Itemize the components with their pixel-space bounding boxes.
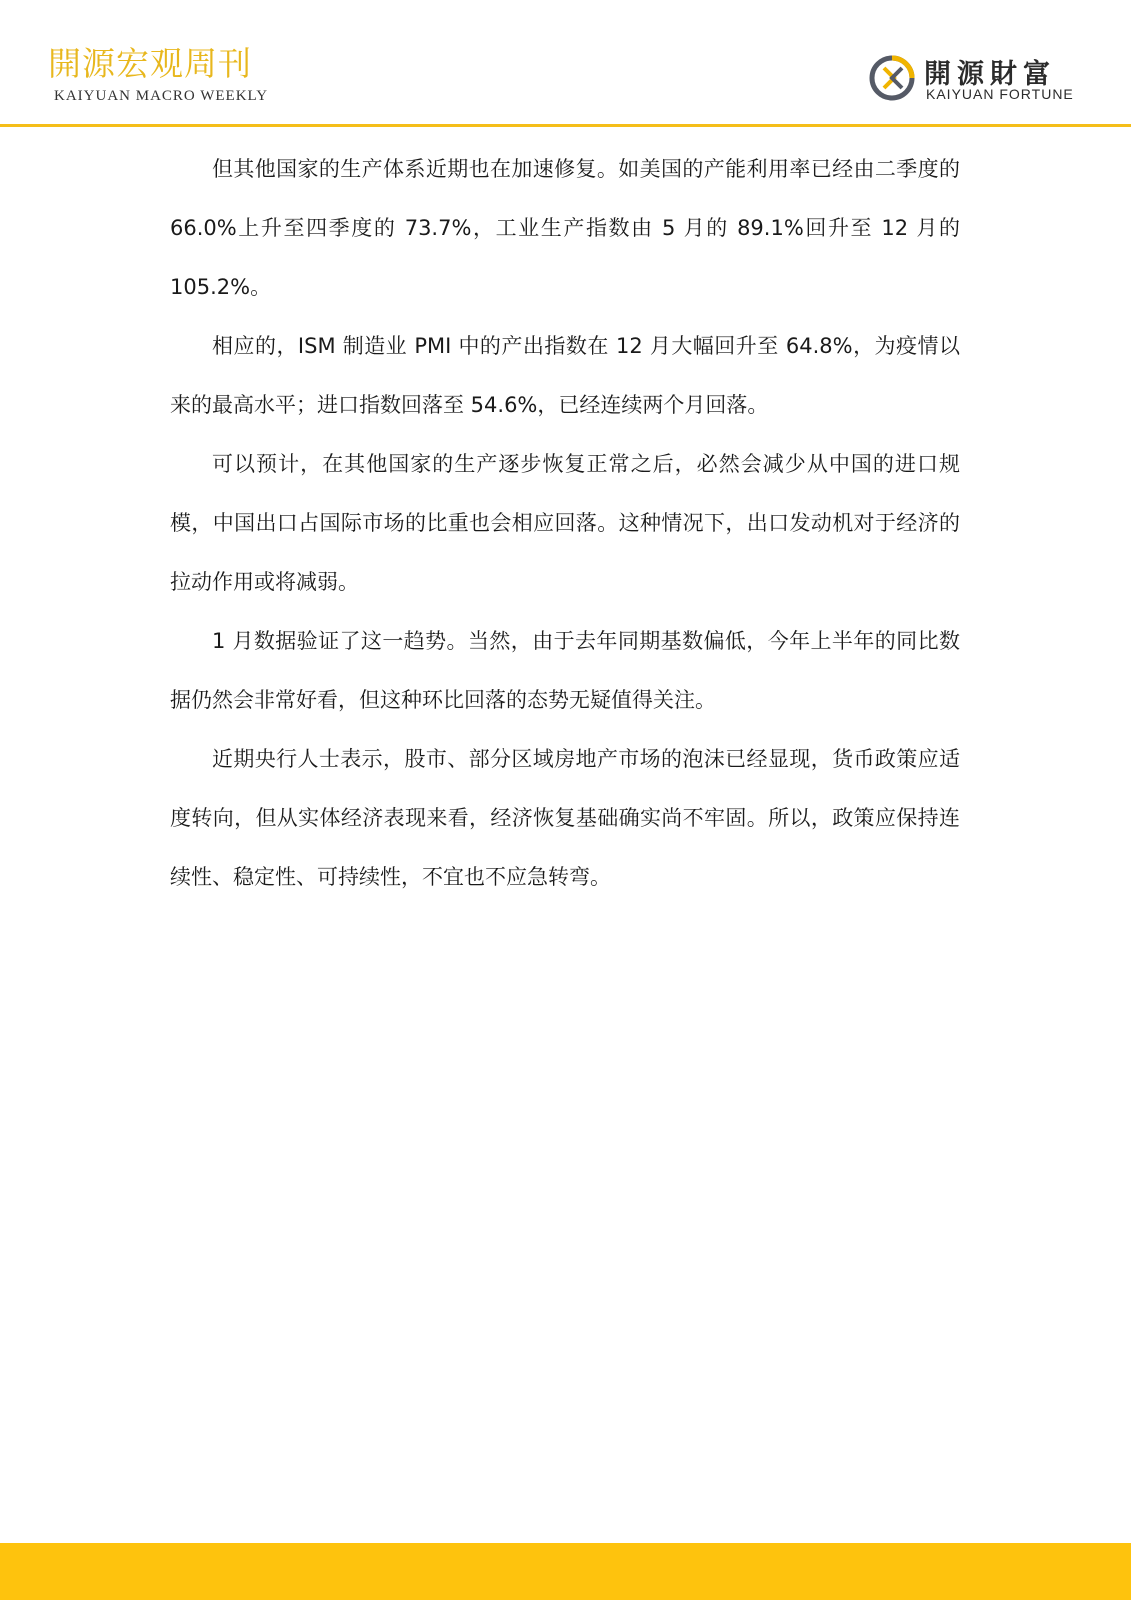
paragraph-2: 相应的，ISM 制造业 PMI 中的产出指数在 12 月大幅回升至 64.8%，为疫情以来的最高水平；进口指数回落至 54.6%，已经连续两个月回落。 (170, 334, 960, 417)
paragraph-5: 近期央行人士表示，股市、部分区域房地产市场的泡沫已经显现，货币政策应适度转向，但从实体经济表现来看，经济恢复基础确实尚不牢固。所以，政策应保持连续性、稳定性、可持续性，不宜也不应急转弯。 (170, 747, 960, 889)
logo-english-name: KAIYUAN FORTUNE (926, 86, 1074, 102)
publication-subtitle: KAIYUAN MACRO WEEKLY (54, 88, 269, 104)
header-divider (0, 124, 1131, 127)
article-body (170, 140, 960, 907)
paragraph-4: 1 月数据验证了这一趋势。当然，由于去年同期基数偏低，今年上半年的同比数据仍然会非常好看，但这种环比回落的态势无疑值得关注。 (170, 629, 960, 712)
paragraph-1: 但其他国家的生产体系近期也在加速修复。如美国的产能利用率已经由二季度的 66.0%上升至四季度的 73.7%，工业生产指数由 5 月的 89.1%回升至 12 月的 105.2%。 (170, 157, 960, 299)
footer-bar (0, 1543, 1131, 1600)
logo-chinese-name: 開源財富 (924, 59, 1056, 90)
publication-title: 開源宏观周刊 (48, 44, 252, 83)
kaiyuan-logo-icon (868, 54, 916, 102)
paragraph-3: 可以预计，在其他国家的生产逐步恢复正常之后，必然会减少从中国的进口规模，中国出口占国际市场的比重也会相应回落。这种情况下，出口发动机对于经济的拉动作用或将减弱。 (170, 452, 960, 594)
company-logo (868, 52, 1078, 106)
page-header (0, 0, 1131, 126)
